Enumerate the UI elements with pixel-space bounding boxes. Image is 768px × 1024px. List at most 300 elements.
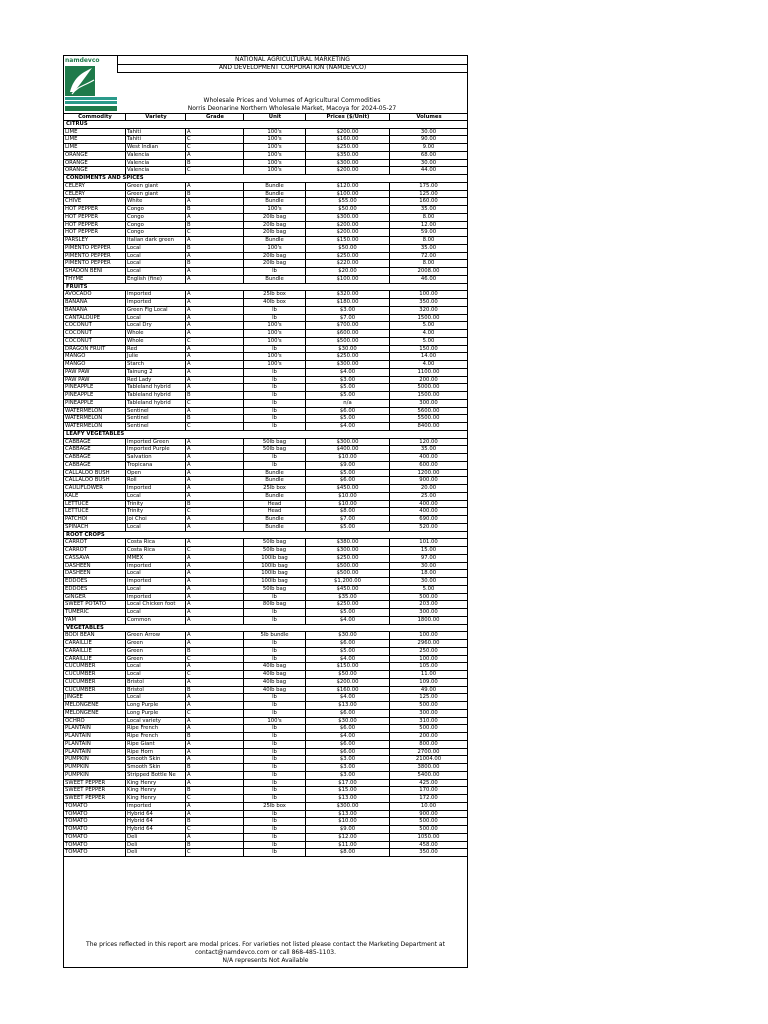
table-cell: A [186,291,244,299]
table-cell: Bundle [244,198,306,206]
table-cell: Green Arrow [126,632,186,640]
table-cell: lb [244,741,306,749]
table-cell: 200.00 [390,733,467,741]
table-cell: 12.00 [390,222,467,230]
table-row [64,253,467,261]
table-cell: 3800.00 [390,764,467,772]
table-cell: White [126,198,186,206]
table-cell: A [186,640,244,648]
table-cell: 100lb bag [244,570,306,578]
table-cell: $200.00 [306,229,390,237]
table-cell: $3.00 [306,756,390,764]
table-cell: lb [244,772,306,780]
table-cell: CANTALOUPE [64,315,126,323]
table-row [64,245,467,253]
table-cell: PIMENTO PEPPER [64,253,126,261]
table-cell: $180.00 [306,299,390,307]
table-cell: 8.00 [390,237,467,245]
table-cell: Green [126,656,186,664]
table-cell: 172.00 [390,795,467,803]
table-cell: DASHEEN [64,570,126,578]
table-cell: A [186,237,244,245]
table-cell: 150.00 [390,346,467,354]
table-cell: Local [126,253,186,261]
table-cell: King Henry [126,780,186,788]
table-cell: Ripe French [126,725,186,733]
table-cell: LIME [64,136,126,144]
namdevco-logo [64,56,117,113]
table-cell: A [186,353,244,361]
table-cell: Tableland hybrid [126,384,186,392]
table-cell: A [186,322,244,330]
table-cell: CHIVE [64,198,126,206]
table-cell: 1050.00 [390,834,467,842]
table-cell: $6.00 [306,408,390,416]
table-cell: West Indian [126,144,186,152]
table-cell: Costa Rica [126,539,186,547]
table-cell: HOT PEPPER [64,214,126,222]
table-cell: A [186,454,244,462]
table-cell: CAULIFLOWER [64,485,126,493]
table-cell: $4.00 [306,423,390,431]
table-cell: $300.00 [306,803,390,811]
table-cell: 50lb bag [244,539,306,547]
table-cell: 100's [244,167,306,175]
table-row [64,268,467,276]
table-row [64,415,467,423]
footer-line: N/A represents Not Available [222,957,309,964]
table-cell: Local [126,671,186,679]
table-cell: Local [126,663,186,671]
table-cell: B [186,787,244,795]
table-cell: Bundle [244,183,306,191]
table-row [64,183,467,191]
table-cell: 8400.00 [390,423,467,431]
table-cell: Stripped Bottle Ne [126,772,186,780]
table-cell: lb [244,400,306,408]
table-cell: A [186,539,244,547]
table-cell: lb [244,392,306,400]
table-cell: 800.00 [390,741,467,749]
table-cell: 2700.00 [390,749,467,757]
table-cell: 5500.00 [390,415,467,423]
table-cell: $50.00 [306,206,390,214]
org-name-line1: NATIONAL AGRICULTURAL MARKETING [117,56,467,65]
table-cell: 425.00 [390,780,467,788]
table-cell: lb [244,849,306,857]
table-cell: Imported [126,803,186,811]
table-cell: Hybrid 64 [126,826,186,834]
table-cell: COCONUT [64,338,126,346]
table-cell: 97.00 [390,555,467,563]
table-cell: Green Fig Local [126,307,186,315]
table-cell: 40lb bag [244,671,306,679]
org-name-line2: AND DEVELOPMENT CORPORATION (NAMDEVCO) [117,64,467,73]
table-cell: B [186,222,244,230]
table-cell: HOT PEPPER [64,206,126,214]
table-cell: A [186,586,244,594]
table-cell: LETTUCE [64,508,126,516]
table-cell: $600.00 [306,330,390,338]
category-heading: ROOT CROPS [64,532,467,540]
table-cell: 125.00 [390,191,467,199]
table-row [64,563,467,571]
table-cell: $10.00 [306,454,390,462]
table-row [64,501,467,509]
table-cell: $13.00 [306,702,390,710]
table-cell: CABBAGE [64,439,126,447]
table-cell: 200.00 [390,377,467,385]
table-cell: $9.00 [306,826,390,834]
table-cell: lb [244,617,306,625]
table-cell: PINEAPPLE [64,392,126,400]
table-cell: 50lb bag [244,586,306,594]
table-cell: A [186,477,244,485]
table-cell: lb [244,834,306,842]
table-cell: WATERMELON [64,408,126,416]
table-row [64,772,467,780]
table-cell: TUMERIC [64,609,126,617]
table-cell: $3.00 [306,764,390,772]
table-cell: Bundle [244,477,306,485]
table-cell: A [186,470,244,478]
table-row [64,795,467,803]
table-cell: PINEAPPLE [64,400,126,408]
table-cell: $13.00 [306,811,390,819]
table-cell: 300.00 [390,609,467,617]
table-cell: $4.00 [306,617,390,625]
table-cell: $9.00 [306,462,390,470]
table-cell: $20.00 [306,268,390,276]
table-cell: TOMATO [64,811,126,819]
table-cell: Congo [126,214,186,222]
table-row [64,485,467,493]
table-cell: 10.00 [390,803,467,811]
table-cell: A [186,555,244,563]
table-cell: 100's [244,144,306,152]
table-row [64,787,467,795]
table-cell: 500.00 [390,818,467,826]
table-cell: CUCUMBER [64,663,126,671]
table-cell: 1500.00 [390,392,467,400]
table-row [64,470,467,478]
table-cell: Julie [126,353,186,361]
table-cell: C [186,849,244,857]
table-cell: lb [244,787,306,795]
table-cell: $7.00 [306,516,390,524]
table-cell: A [186,741,244,749]
table-row [64,679,467,687]
table-cell: 30.00 [390,578,467,586]
table-cell: 500.00 [390,594,467,602]
table-cell: SWEET PEPPER [64,780,126,788]
table-cell: Italian dark green [126,237,186,245]
table-row [64,687,467,695]
table-cell: $500.00 [306,563,390,571]
table-cell: Starch [126,361,186,369]
table-cell: 120.00 [390,439,467,447]
table-cell: $5.00 [306,609,390,617]
table-cell: 30.00 [390,129,467,137]
table-cell: lb [244,640,306,648]
table-cell: A [186,299,244,307]
table-cell: A [186,756,244,764]
table-row [64,299,467,307]
table-cell: Long Purple [126,702,186,710]
table-cell: 21004.00 [390,756,467,764]
table-row [64,307,467,315]
table-cell: $300.00 [306,214,390,222]
table-cell: A [186,346,244,354]
table-cell: 100's [244,353,306,361]
table-cell: 400.00 [390,508,467,516]
table-cell: Local [126,694,186,702]
table-cell: Trinity [126,501,186,509]
table-cell: CABBAGE [64,462,126,470]
table-row [64,214,467,222]
table-cell: 5400.00 [390,772,467,780]
table-cell: lb [244,842,306,850]
table-cell: COCONUT [64,330,126,338]
table-cell: 310.00 [390,718,467,726]
table-cell: CARROT [64,539,126,547]
table-cell: A [186,315,244,323]
table-cell: Local [126,586,186,594]
table-cell: Congo [126,222,186,230]
table-cell: 49.00 [390,687,467,695]
table-cell: 25lb box [244,485,306,493]
table-cell: PIMENTO PEPPER [64,260,126,268]
table-cell: CALLALOO BUSH [64,470,126,478]
table-cell: A [186,772,244,780]
table-row [64,609,467,617]
table-cell: 72.00 [390,253,467,261]
table-row [64,222,467,230]
table-cell: Congo [126,229,186,237]
table-cell: Sentinel [126,415,186,423]
table-cell: 8.00 [390,214,467,222]
table-cell: Bundle [244,191,306,199]
table-cell: Deli [126,849,186,857]
table-cell: $300.00 [306,547,390,555]
table-row [64,237,467,245]
table-cell: C [186,144,244,152]
table-row [64,632,467,640]
table-cell: CALLALOO BUSH [64,477,126,485]
table-cell: $220.00 [306,260,390,268]
table-row [64,811,467,819]
table-cell: 40lb bag [244,663,306,671]
table-cell: $200.00 [306,222,390,230]
table-cell: Valencia [126,160,186,168]
table-cell: KALE [64,493,126,501]
table-cell: $500.00 [306,570,390,578]
table-cell: PIMENTO PEPPER [64,245,126,253]
table-cell: PUMPKIN [64,772,126,780]
table-cell: $250.00 [306,253,390,261]
table-cell: PAW PAW [64,377,126,385]
table-cell: MELONGENE [64,702,126,710]
table-row [64,291,467,299]
table-cell: lb [244,795,306,803]
table-cell: Red Lady [126,377,186,385]
table-cell: 40lb box [244,299,306,307]
table-cell: A [186,834,244,842]
table-cell: B [186,648,244,656]
table-cell: 35.00 [390,245,467,253]
table-cell: $320.00 [306,291,390,299]
table-cell: $380.00 [306,539,390,547]
table-cell: 35.00 [390,446,467,454]
table-cell: 15.00 [390,547,467,555]
table-row [64,191,467,199]
table-cell: A [186,516,244,524]
table-cell: lb [244,710,306,718]
table-row [64,594,467,602]
table-cell: TOMATO [64,818,126,826]
table-cell: lb [244,702,306,710]
table-cell: B [186,415,244,423]
table-cell: HOT PEPPER [64,229,126,237]
table-cell: A [186,361,244,369]
table-cell: 400.00 [390,454,467,462]
table-cell: HOT PEPPER [64,222,126,230]
table-cell: 105.00 [390,663,467,671]
table-cell: DRAGON FRUIT [64,346,126,354]
table-cell: Bundle [244,524,306,532]
table-cell: A [186,718,244,726]
table-row [64,547,467,555]
table-cell: Local [126,570,186,578]
table-row [64,578,467,586]
table-cell: A [186,617,244,625]
table-cell: $5.00 [306,415,390,423]
table-cell: A [186,609,244,617]
table-cell: Open [126,470,186,478]
table-cell: $5.00 [306,648,390,656]
table-cell: $4.00 [306,369,390,377]
table-row [64,276,467,284]
table-cell: 80lb bag [244,601,306,609]
table-cell: A [186,214,244,222]
table-cell: Local [126,315,186,323]
table-cell: SWEET POTATO [64,601,126,609]
table-cell: Ripe Giant [126,741,186,749]
table-row [64,694,467,702]
table-cell: lb [244,609,306,617]
table-cell: B [186,392,244,400]
table-row [64,826,467,834]
table-cell: 100's [244,160,306,168]
table-cell: A [186,369,244,377]
table-cell: $350.00 [306,152,390,160]
table-cell: lb [244,756,306,764]
table-cell: lb [244,694,306,702]
table-cell: $6.00 [306,725,390,733]
table-cell: 100's [244,338,306,346]
table-cell: SPINACH [64,524,126,532]
table-cell: Head [244,501,306,509]
table-cell: BODI BEAN [64,632,126,640]
table-cell: lb [244,384,306,392]
table-cell: Whole [126,330,186,338]
table-cell: B [186,206,244,214]
table-cell: Valencia [126,152,186,160]
price-table [64,113,467,857]
table-cell: C [186,826,244,834]
table-row [64,617,467,625]
table-row [64,260,467,268]
table-cell: 100's [244,330,306,338]
table-cell: CABBAGE [64,454,126,462]
table-cell: Tahiti [126,136,186,144]
table-cell: CARROT [64,547,126,555]
table-cell: Local [126,609,186,617]
table-cell: 20lb bag [244,229,306,237]
table-cell: $4.00 [306,694,390,702]
table-cell: C [186,338,244,346]
table-cell: Local [126,493,186,501]
table-cell: 100lb bag [244,555,306,563]
table-cell: $300.00 [306,361,390,369]
table-cell: Tableland hybrid [126,400,186,408]
table-cell: C [186,136,244,144]
table-cell: 520.00 [390,524,467,532]
table-cell: $8.00 [306,849,390,857]
table-cell: 400.00 [390,501,467,509]
table-cell: ORANGE [64,167,126,175]
table-row [64,408,467,416]
table-cell: $4.00 [306,733,390,741]
table-cell: JINGEE [64,694,126,702]
table-cell: $30.00 [306,346,390,354]
table-row [64,322,467,330]
table-cell: PARSLEY [64,237,126,245]
table-cell: lb [244,826,306,834]
table-cell: Green [126,648,186,656]
table-cell: $1,200.00 [306,578,390,586]
table-cell: Tableland hybrid [126,392,186,400]
table-cell: 100's [244,245,306,253]
table-cell: $5.00 [306,524,390,532]
table-cell: 25lb box [244,291,306,299]
table-cell: PAW PAW [64,369,126,377]
table-cell: LIME [64,129,126,137]
table-cell: $10.00 [306,818,390,826]
table-row [64,710,467,718]
table-cell: A [186,679,244,687]
table-cell: $11.00 [306,842,390,850]
table-cell: PLANTAIN [64,733,126,741]
table-cell: TOMATO [64,849,126,857]
table-cell: lb [244,454,306,462]
svg-text:namdevco: namdevco [65,57,100,64]
table-cell: C [186,656,244,664]
table-cell: PLANTAIN [64,749,126,757]
table-cell: 300.00 [390,400,467,408]
table-cell: C [186,795,244,803]
table-cell: THYME [64,276,126,284]
table-cell: 125.00 [390,694,467,702]
category-heading: CITRUS [64,121,467,129]
table-cell: GINGER [64,594,126,602]
table-cell: 68.00 [390,152,467,160]
table-cell: 500.00 [390,826,467,834]
table-cell: 1500.00 [390,315,467,323]
table-row [64,392,467,400]
table-cell: 203.00 [390,601,467,609]
table-row [64,369,467,377]
